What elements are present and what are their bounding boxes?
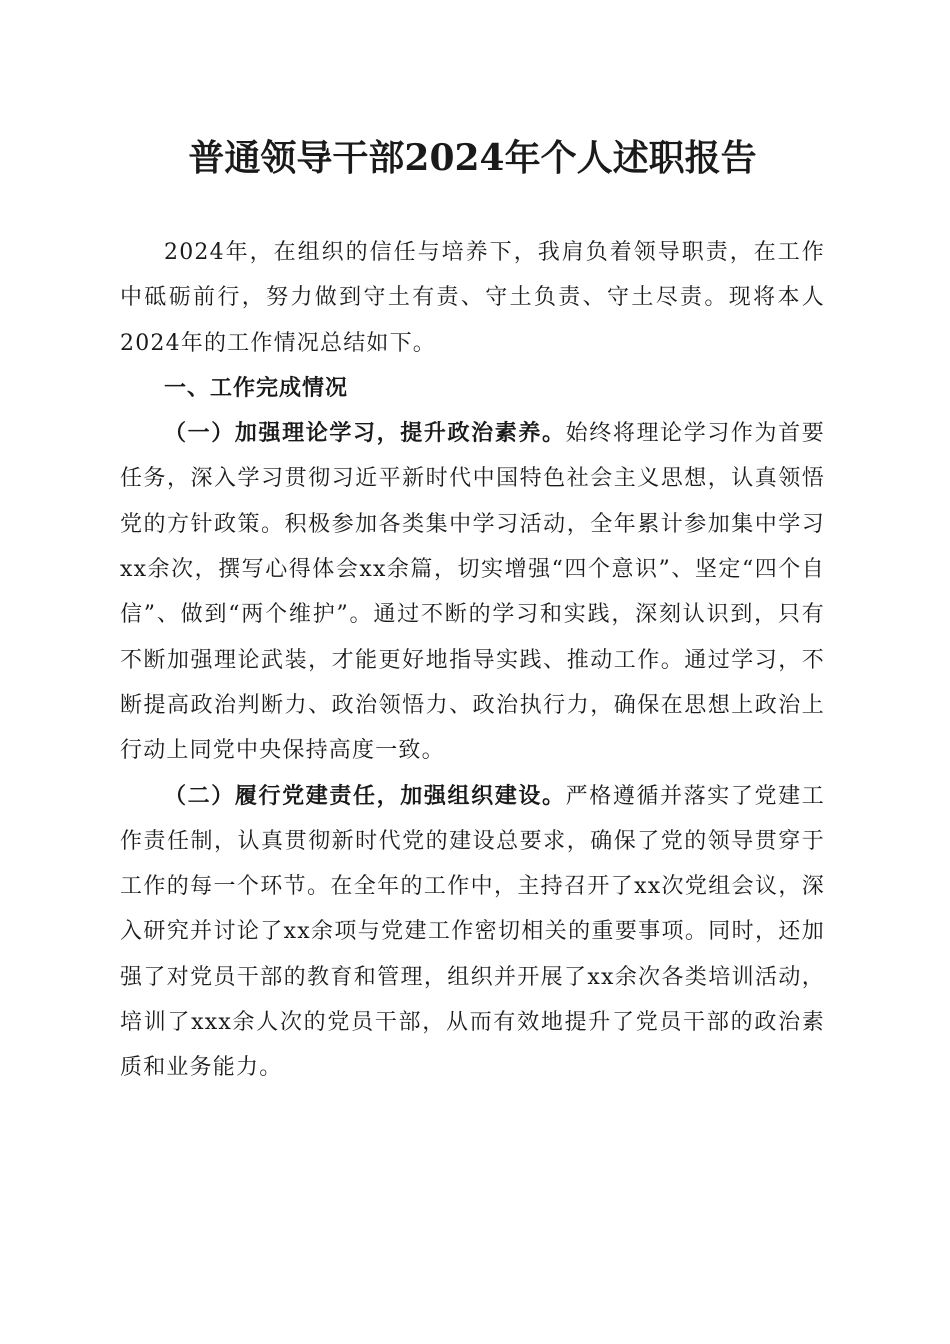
paragraph-text: 始终将理论学习作为首要任务，深入学习贯彻习近平新时代中国特色社会主义思想，认真领悟党的方针政策。积极参加各类集中学习活动，全年累计参加集中学习xx余次，撰写心得体会xx余篇，切实增强“四个意识”、坚定“四个自信”、做到“两个维护”。通过不断的学习和实践，深刻认识到，只有不断加强理论武装，才能更好地指导实践、推动工作。通过学习，不断提高政治判断力、政治领悟力、政治执行力，确保在思想上政治上行动上同党中央保持高度一致。 xyxy=(120,421,825,764)
intro-paragraph: 2024年，在组织的信任与培养下，我肩负着领导职责，在工作中砥砺前行，努力做到守土有责、守土负责、守土尽责。现将本人2024年的工作情况总结如下。 xyxy=(120,240,825,356)
document-body xyxy=(120,230,825,1091)
paragraph-lead: （二）履行党建责任，加强组织建设。 xyxy=(164,782,566,809)
document-title: 普通领导干部2024年个人述职报告 xyxy=(188,137,757,179)
paragraph-party-building xyxy=(120,774,825,1091)
paragraph-text: 严格遵循并落实了党建工作责任制，认真贯彻新时代党的建设总要求，确保了党的领导贯穿于工作的每一个环节。在全年的工作中，主持召开了xx次党组会议，深入研究并讨论了xx余项与党建工作密切相关的重要事项。同时，还加强了对党员干部的教育和管理，组织并开展了xx余次各类培训活动，培训了xxx余人次的党员干部，从而有效地提升了党员干部的政治素质和业务能力。 xyxy=(120,783,825,1081)
paragraph-theory-study xyxy=(120,411,825,773)
section-heading-work-completion: 一、工作完成情况 xyxy=(164,375,349,401)
paragraph-lead: （一）加强理论学习，提升政治素养。 xyxy=(164,420,566,447)
